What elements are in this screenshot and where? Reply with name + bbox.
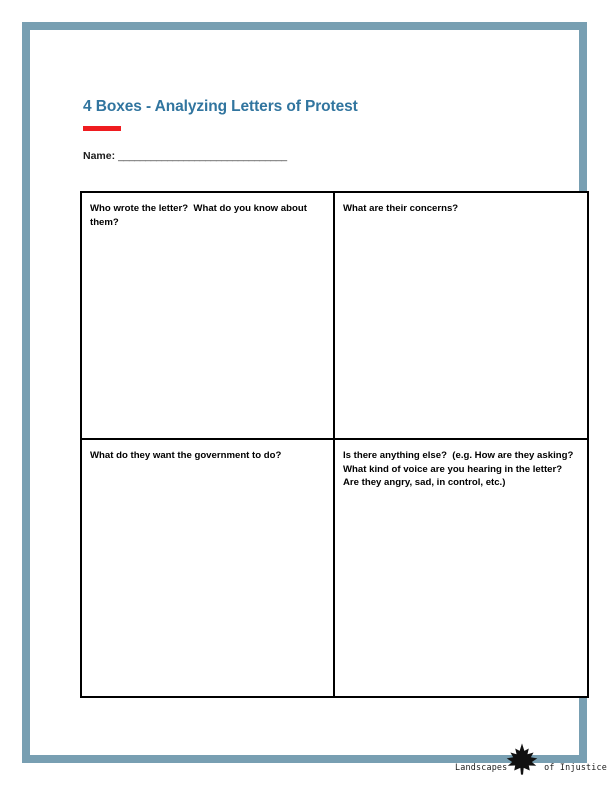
page-title: 4 Boxes - Analyzing Letters of Protest [83,98,358,115]
name-field [83,150,287,162]
box-top-right-prompt: What are their concerns? [343,203,459,214]
logo-text-right: of Injustice [544,762,608,772]
logo-text-left: Landscapes [455,762,508,772]
maple-leaf-icon [505,742,539,776]
name-label: Name: [83,150,116,162]
page-border-frame [22,22,608,772]
box-bottom-left-prompt: What do they want the government to do? [90,450,282,461]
box-top-right[interactable] [333,193,587,438]
box-top-left-prompt: Who wrote the letter? What do you know about them? [90,203,310,228]
landscapes-of-injustice-logo [455,742,608,782]
box-bottom-left[interactable] [82,438,333,696]
title-accent-bar [83,126,121,131]
box-bottom-right-prompt: Is there anything else? (e.g. How are they asking? What kind of voice are you hearing in the letter? Are they angry, sad, in control, etc.) [343,450,579,489]
name-input-line[interactable]: _______________________________ [118,150,287,162]
box-bottom-right[interactable] [333,438,587,696]
box-top-left[interactable] [82,193,333,438]
four-boxes-table [80,191,589,698]
